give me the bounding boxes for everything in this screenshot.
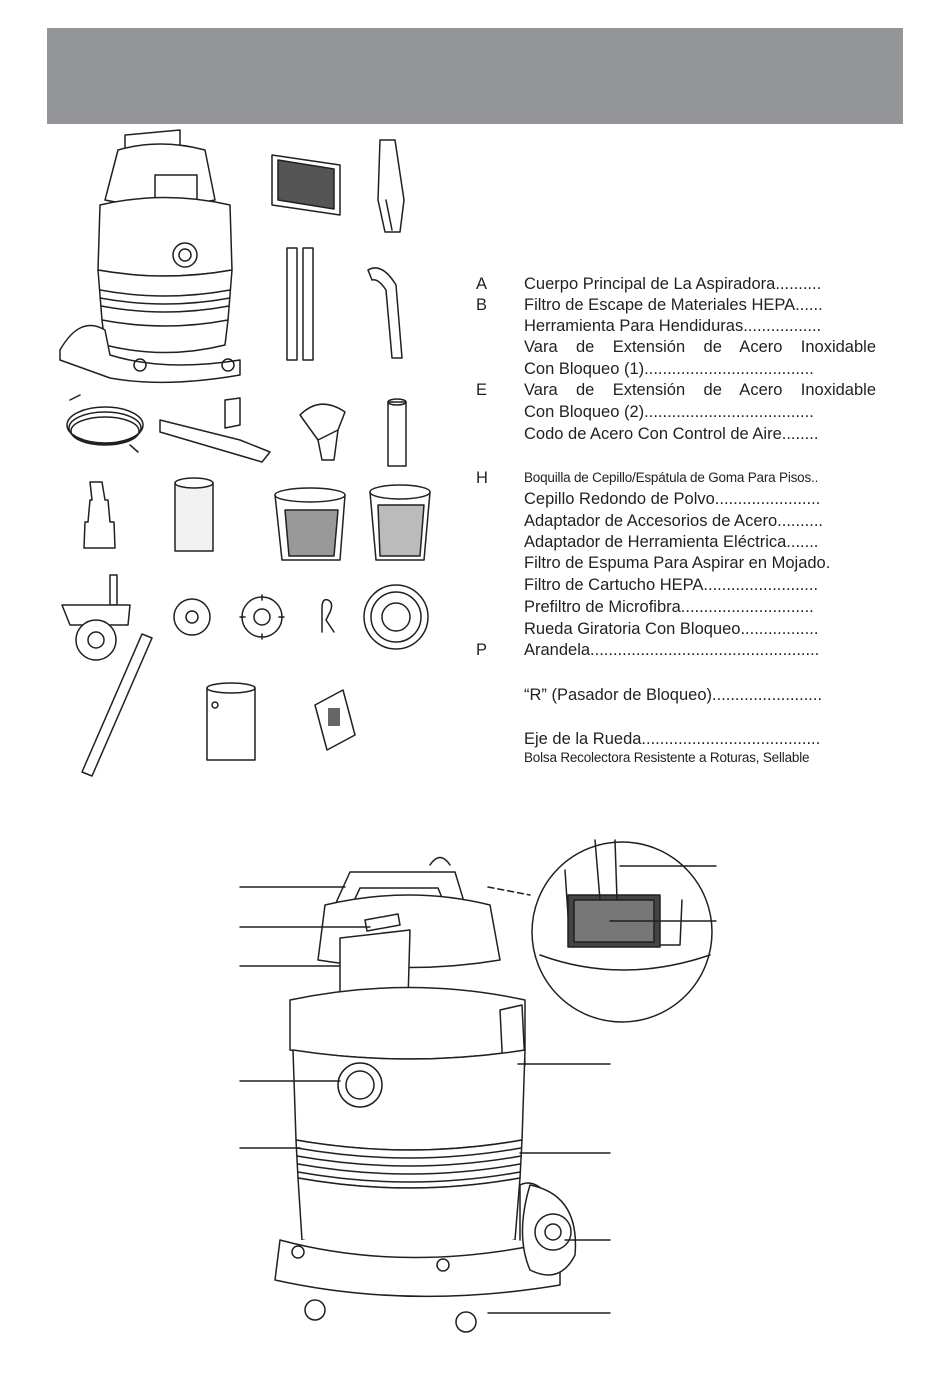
- item-description: Prefiltro de Microfibra.............................: [524, 598, 814, 616]
- parts-list-item: [476, 294, 876, 316]
- item-description: Con Bloqueo (1).....................................: [524, 360, 814, 378]
- parts-list-item: [476, 315, 876, 337]
- item-description: Herramienta Para Hendiduras.................: [524, 317, 822, 335]
- crevice-tool-illustration: [378, 140, 404, 232]
- parts-list-item: [476, 488, 876, 510]
- item-description: Cuerpo Principal de La Aspiradora..........: [524, 275, 822, 293]
- item-description: Adaptador de Accesorios de Acero..........: [524, 512, 824, 530]
- item-description: Vara de Extensión de Acero Inoxidable: [524, 381, 876, 399]
- item-letter: H: [476, 469, 488, 487]
- vacuum-large-illustration: [275, 858, 575, 1333]
- item-description: Filtro de Escape de Materiales HEPA......: [524, 296, 823, 314]
- item-letter: E: [476, 381, 488, 399]
- item-description: Con Bloqueo (2).....................................: [524, 403, 814, 421]
- washer-illustration: [174, 599, 210, 635]
- item-description: Cepillo Redondo de Polvo.......................: [524, 490, 821, 508]
- extension-wands-illustration: [287, 248, 313, 360]
- item-description: Vara de Extensión de Acero Inoxidable: [524, 338, 876, 356]
- vacuum-body-illustration: [60, 130, 240, 382]
- wheel-hub-illustration: [240, 595, 284, 639]
- parts-list-item: [476, 618, 876, 640]
- item-description: Codo de Acero Con Control de Aire........: [524, 425, 819, 443]
- item-description: Boquilla de Cepillo/Espátula de Goma Para Pisos..: [524, 470, 819, 485]
- parts-list-item: [476, 531, 876, 553]
- collection-bag-illustration: [207, 683, 255, 760]
- floor-nozzle-illustration: [160, 398, 270, 462]
- parts-list-item: [476, 273, 876, 295]
- parts-list-item: [476, 574, 876, 596]
- foam-filter-illustration: [175, 478, 213, 551]
- parts-list-item: [476, 747, 876, 769]
- parts-list-item: [476, 596, 876, 618]
- parts-list-item: [476, 336, 876, 358]
- steel-adapter-illustration: [388, 399, 406, 466]
- wheel-illustration: [364, 585, 428, 649]
- hepa-exhaust-filter-illustration: [272, 155, 340, 215]
- item-description: Arandela..................................................: [524, 641, 820, 659]
- zoom-connector: [488, 887, 530, 895]
- item-description: Adaptador de Herramienta Eléctrica.......: [524, 533, 819, 551]
- item-description: Filtro de Cartucho HEPA.........................: [524, 576, 819, 594]
- manual-booklet-illustration: [315, 690, 355, 750]
- item-description: Bolsa Recolectora Resistente a Roturas, Sellable: [524, 750, 810, 765]
- parts-list-item: [476, 510, 876, 532]
- parts-list-item: [476, 552, 876, 574]
- hepa-cartridge-illustration: [275, 488, 345, 560]
- parts-list-item: [476, 358, 876, 380]
- round-brush-illustration: [300, 404, 345, 460]
- item-description: Filtro de Espuma Para Aspirar en Mojado.: [524, 554, 831, 572]
- item-letter: B: [476, 296, 488, 314]
- steel-elbow-illustration: [368, 268, 402, 358]
- swivel-caster-illustration: [62, 575, 130, 660]
- parts-list-item: [476, 379, 876, 401]
- parts-list-item: [476, 423, 876, 445]
- prefilter-illustration: [370, 485, 430, 560]
- zoom-detail-illustration: [532, 840, 712, 1022]
- item-description: “R” (Pasador de Bloqueo)........................: [524, 686, 823, 704]
- item-letter: P: [476, 641, 488, 659]
- item-description: Eje de la Rueda.......................................: [524, 730, 821, 748]
- parts-list-item: [476, 639, 876, 661]
- parts-list-item: [476, 467, 876, 489]
- hose-illustration: [67, 395, 143, 452]
- parts-list-item: [476, 401, 876, 423]
- power-tool-adapter-illustration: [84, 482, 115, 548]
- r-pin-illustration: [322, 600, 334, 632]
- parts-list-item: [476, 684, 876, 706]
- item-letter: A: [476, 275, 488, 293]
- item-description: Rueda Giratoria Con Bloqueo.................: [524, 620, 819, 638]
